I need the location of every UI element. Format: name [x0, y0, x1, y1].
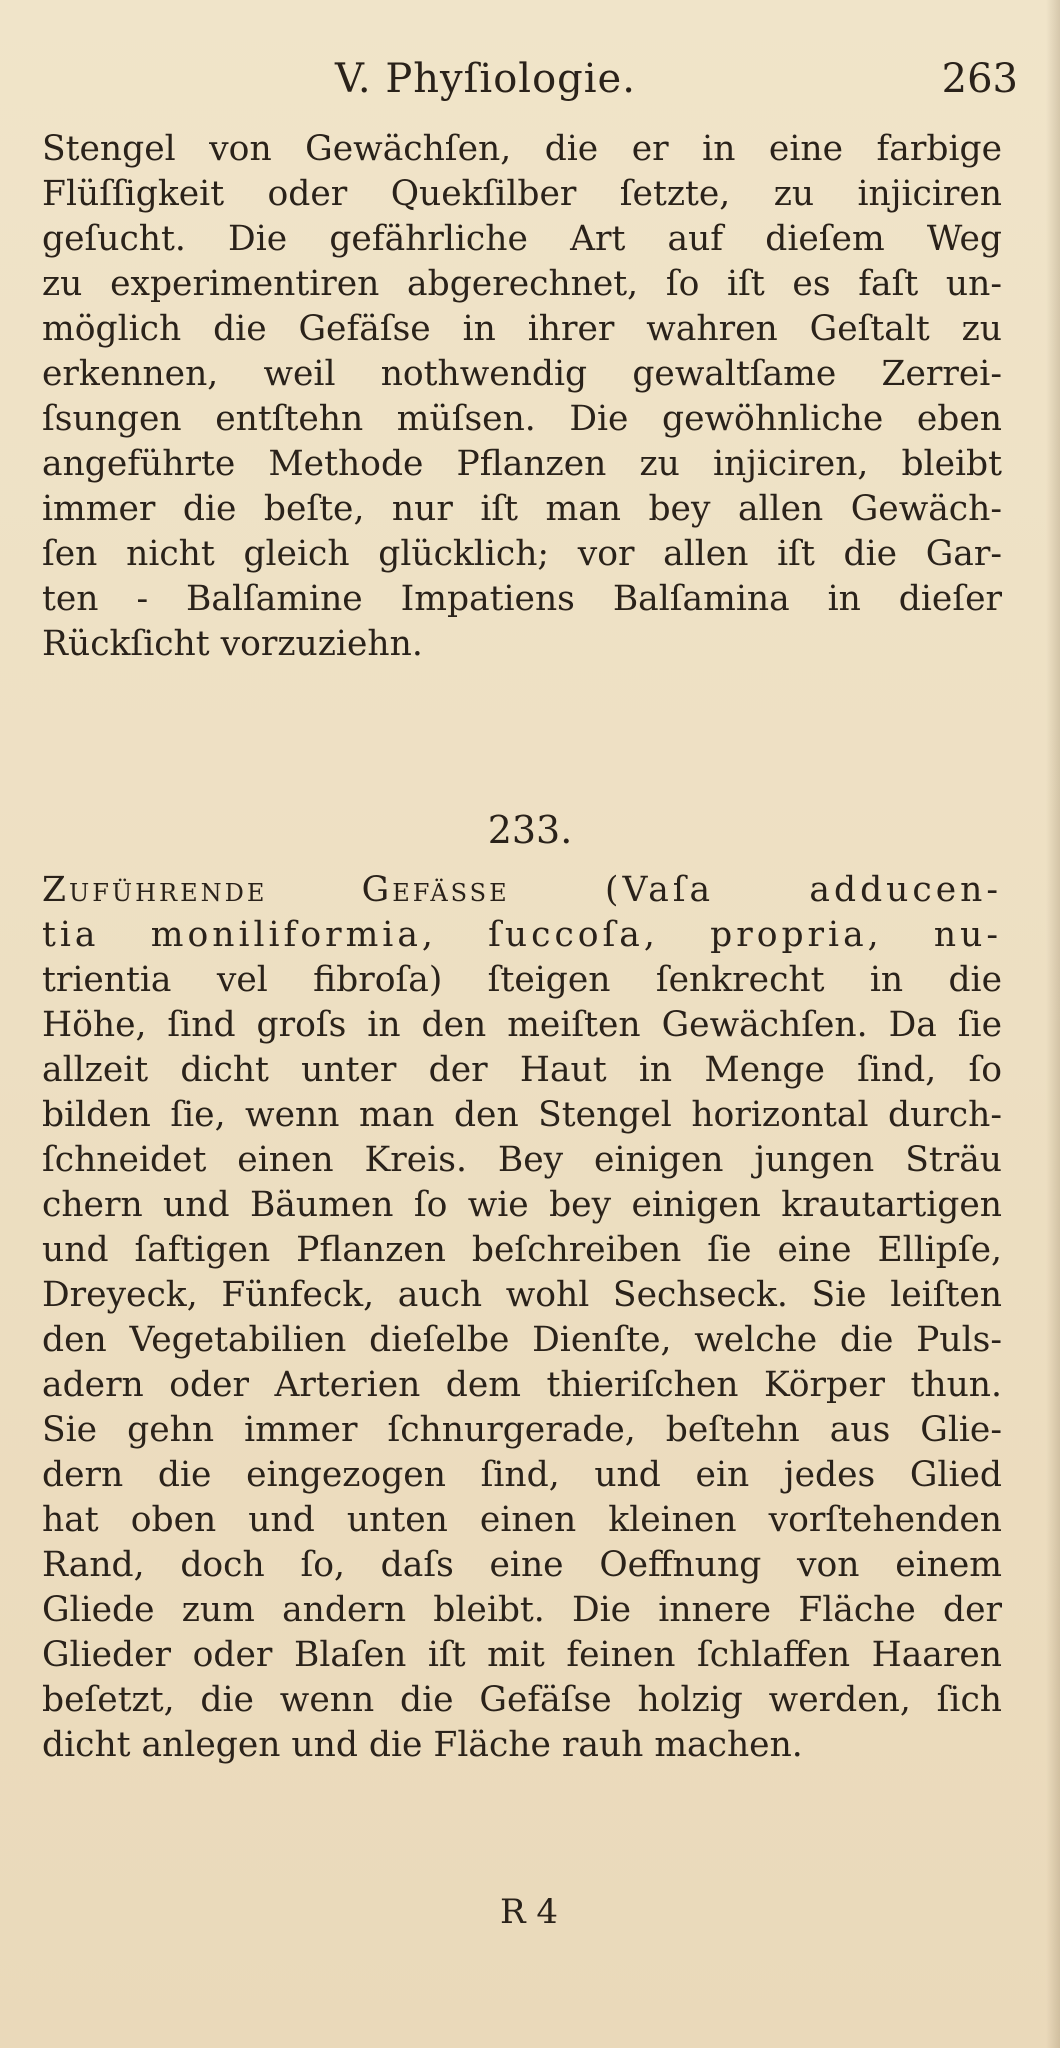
- latin-terms-line: tia moniliformia, ſuccoſa, propria, nu-: [42, 915, 1002, 955]
- page-number: 263: [941, 56, 1018, 102]
- paragraph-233: [42, 868, 1002, 1768]
- text-line: ſsungen entſtehn müſsen. Die gewöhnliche eben: [42, 399, 1002, 439]
- running-title: V. Phyſiologie.: [335, 56, 636, 102]
- latin-term: (Vaſa adducen-: [509, 870, 1002, 910]
- text-line: dern die eingezogen ſind, und ein jedes Glied: [42, 1455, 1002, 1495]
- text-line: hat oben und unten einen kleinen vorſtehenden: [42, 1500, 1002, 1540]
- text-line: ſen nicht gleich glücklich; vor allen iſt die Gar-: [42, 534, 1002, 574]
- text-line: Stengel von Gewächſen, die er in eine farbige: [42, 129, 1002, 169]
- running-header: [0, 56, 1060, 116]
- text-line: Rand, doch ſo, daſs eine Oeffnung von einem: [42, 1545, 1002, 1585]
- section-number: 233.: [487, 808, 573, 852]
- text-line: geſucht. Die gefährliche Art auf dieſem Weg: [42, 219, 1002, 259]
- text-line: ten - Balſamine Impatiens Balſamina in dieſer: [42, 579, 1002, 619]
- text-line: chern und Bäumen ſo wie bey einigen krautartigen: [42, 1185, 1002, 1225]
- text-line: Gliede zum andern bleibt. Die innere Fläche der: [42, 1590, 1002, 1630]
- text-line: Dreyeck, Fünfeck, auch wohl Sechseck. Sie leiſten: [42, 1275, 1002, 1315]
- page-edge-shadow: [1046, 0, 1060, 2048]
- text-line: trientia vel fibroſa) ſteigen ſenkrecht in die: [42, 960, 1002, 1000]
- text-line: zu experimentiren abgerechnet, ſo iſt es faſt un-: [42, 264, 1002, 304]
- text-line: Rückſicht vorzuziehn.: [42, 624, 423, 664]
- text-line: den Vegetabilien dieſelbe Dienſte, welche die Puls-: [42, 1320, 1002, 1360]
- printer-signature-mark: R 4: [500, 1892, 559, 1932]
- text-line: erkennen, weil nothwendig gewaltſame Zerrei-: [42, 354, 1002, 394]
- text-line: allzeit dicht unter der Haut in Menge ſind, ſo: [42, 1050, 1002, 1090]
- text-line-lead: [42, 868, 1002, 913]
- text-line: beſetzt, die wenn die Gefäſse holzig werden, ſich: [42, 1680, 1002, 1720]
- text-line: bilden ſie, wenn man den Stengel horizontal durch-: [42, 1095, 1002, 1135]
- text-line: und ſaftigen Pflanzen beſchreiben ſie eine Ellipſe,: [42, 1230, 1002, 1270]
- text-line: Glieder oder Blaſen iſt mit feinen ſchlaffen Haaren: [42, 1635, 1002, 1675]
- text-line: Höhe, ſind groſs in den meiſten Gewächſen. Da ſie: [42, 1005, 1002, 1045]
- text-line: Sie gehn immer ſchnurgerade, beſtehn aus Glie-: [42, 1410, 1002, 1450]
- text-line: adern oder Arterien dem thieriſchen Körper thun.: [42, 1365, 1002, 1405]
- paragraph-232-continuation: [42, 127, 1002, 667]
- section-heading: Zuführende Gefäſse: [42, 870, 510, 910]
- text-line: möglich die Gefäſse in ihrer wahren Geſtalt zu: [42, 309, 1002, 349]
- text-line: Flüſſigkeit oder Quekſilber ſetzte, zu injiciren: [42, 174, 1002, 214]
- text-line: dicht anlegen und die Fläche rauh machen.: [42, 1725, 803, 1765]
- text-line: immer die beſte, nur iſt man bey allen Gewäch-: [42, 489, 1002, 529]
- text-line: ſchneidet einen Kreis. Bey einigen jungen Sträu: [42, 1140, 1002, 1180]
- text-line: angeführte Methode Pflanzen zu injiciren, bleibt: [42, 444, 1002, 484]
